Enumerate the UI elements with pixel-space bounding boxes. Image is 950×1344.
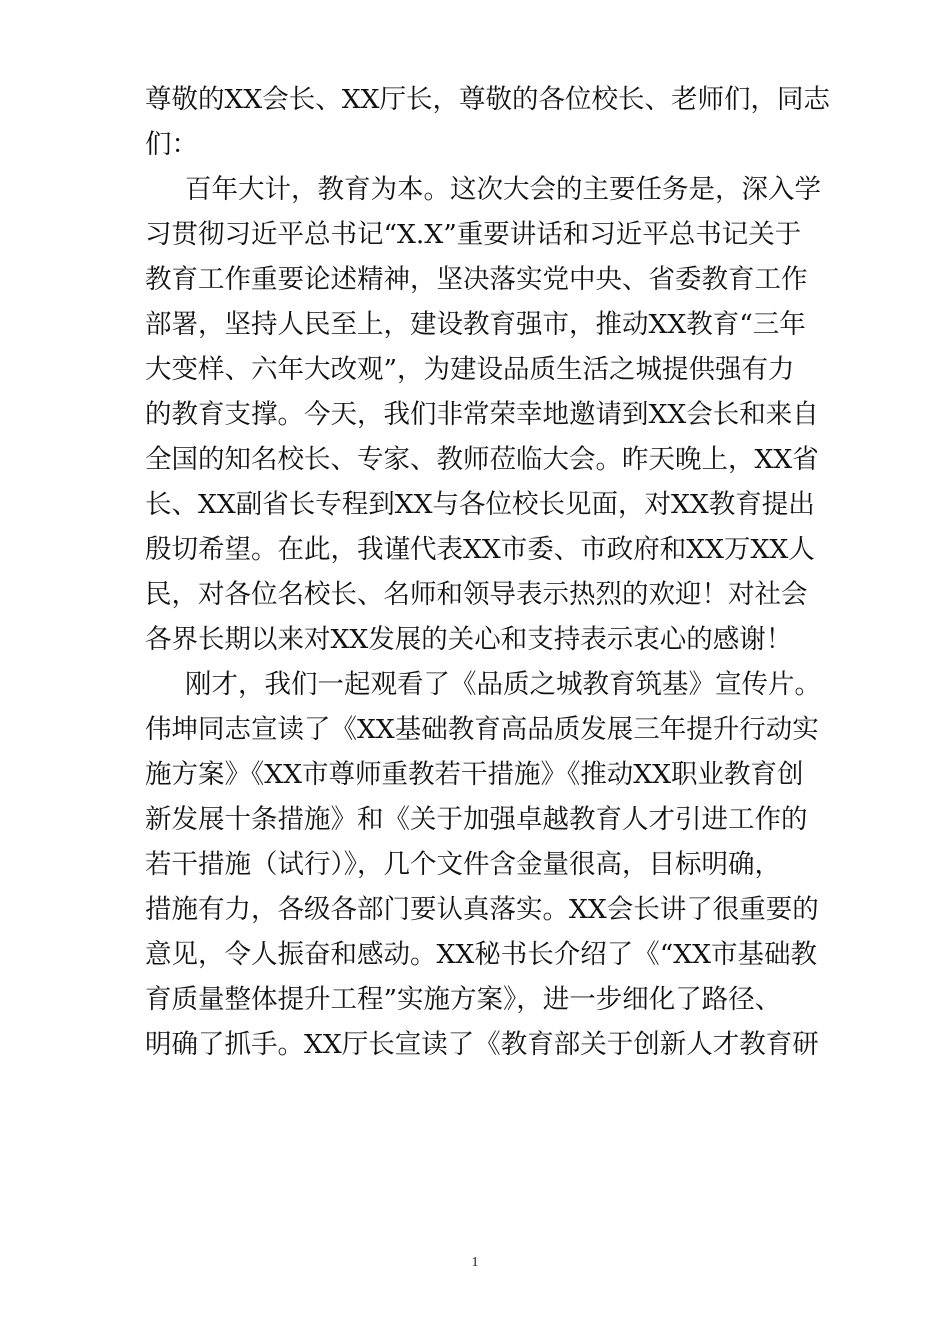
text-line: 育质量整体提升工程”实施方案》，进一步细化了路径、 [145,984,782,1015]
text-line: 尊敬的XX会长、XX厅长，尊敬的各位校长、老师们，同志 [145,84,830,115]
body-text [145,77,830,1067]
text-line: 全国的知名校长、专家、教师莅临大会。昨天晚上，XX省 [145,444,819,475]
text-line: 部署，坚持人民至上，建设教育强市，推动XX教育“三年 [145,309,806,340]
text-line: 的教育支撑。今天，我们非常荣幸地邀请到XX会长和来自 [145,399,819,430]
text-line: 意见，令人振奋和感动。XX秘书长介绍了《“XX市基础教 [145,939,818,970]
text-line: 若干措施（试行）》，几个文件含金量很高，目标明确， [145,849,781,880]
text-line: 长、XX副省长专程到XX与各位校长见面，对XX教育提出 [145,489,815,520]
text-line: 施方案》《XX市尊师重教若干措施》《推动XX职业教育创 [145,759,804,790]
text-line: 殷切希望。在此，我谨代表XX市委、市政府和XX万XX人 [145,534,815,565]
text-line: 教育工作重要论述精神，坚决落实党中央、省委教育工作 [145,264,808,295]
page-number: 1 [471,1255,479,1270]
paragraph-first-line: 刚才，我们一起观看了《品质之城教育筑基》宣传片。 [185,669,821,700]
text-line: 民，对各位名校长、名师和领导表示热烈的欢迎！对社会 [145,579,808,610]
text-line: 们： [145,129,198,160]
text-line: 各界长期以来对XX发展的关心和支持表示衷心的感谢！ [145,624,793,655]
text-line: 伟坤同志宣读了《XX基础教育高品质发展三年提升行动实 [145,714,819,745]
text-line: 措施有力，各级各部门要认真落实。XX会长讲了很重要的 [145,894,819,925]
paragraph-first-line: 百年大计，教育为本。这次大会的主要任务是，深入学 [185,174,821,205]
text-line: 新发展十条措施》和《关于加强卓越教育人才引进工作的 [145,804,808,835]
text-line: 明确了抓手。XX厅长宣读了《教育部关于创新人才教育研 [145,1029,819,1060]
text-line: 大变样、六年大改观”，为建设品质生活之城提供强有力 [145,354,795,385]
text-line: 习贯彻习近平总书记“X.X”重要讲话和习近平总书记关于 [145,219,802,250]
